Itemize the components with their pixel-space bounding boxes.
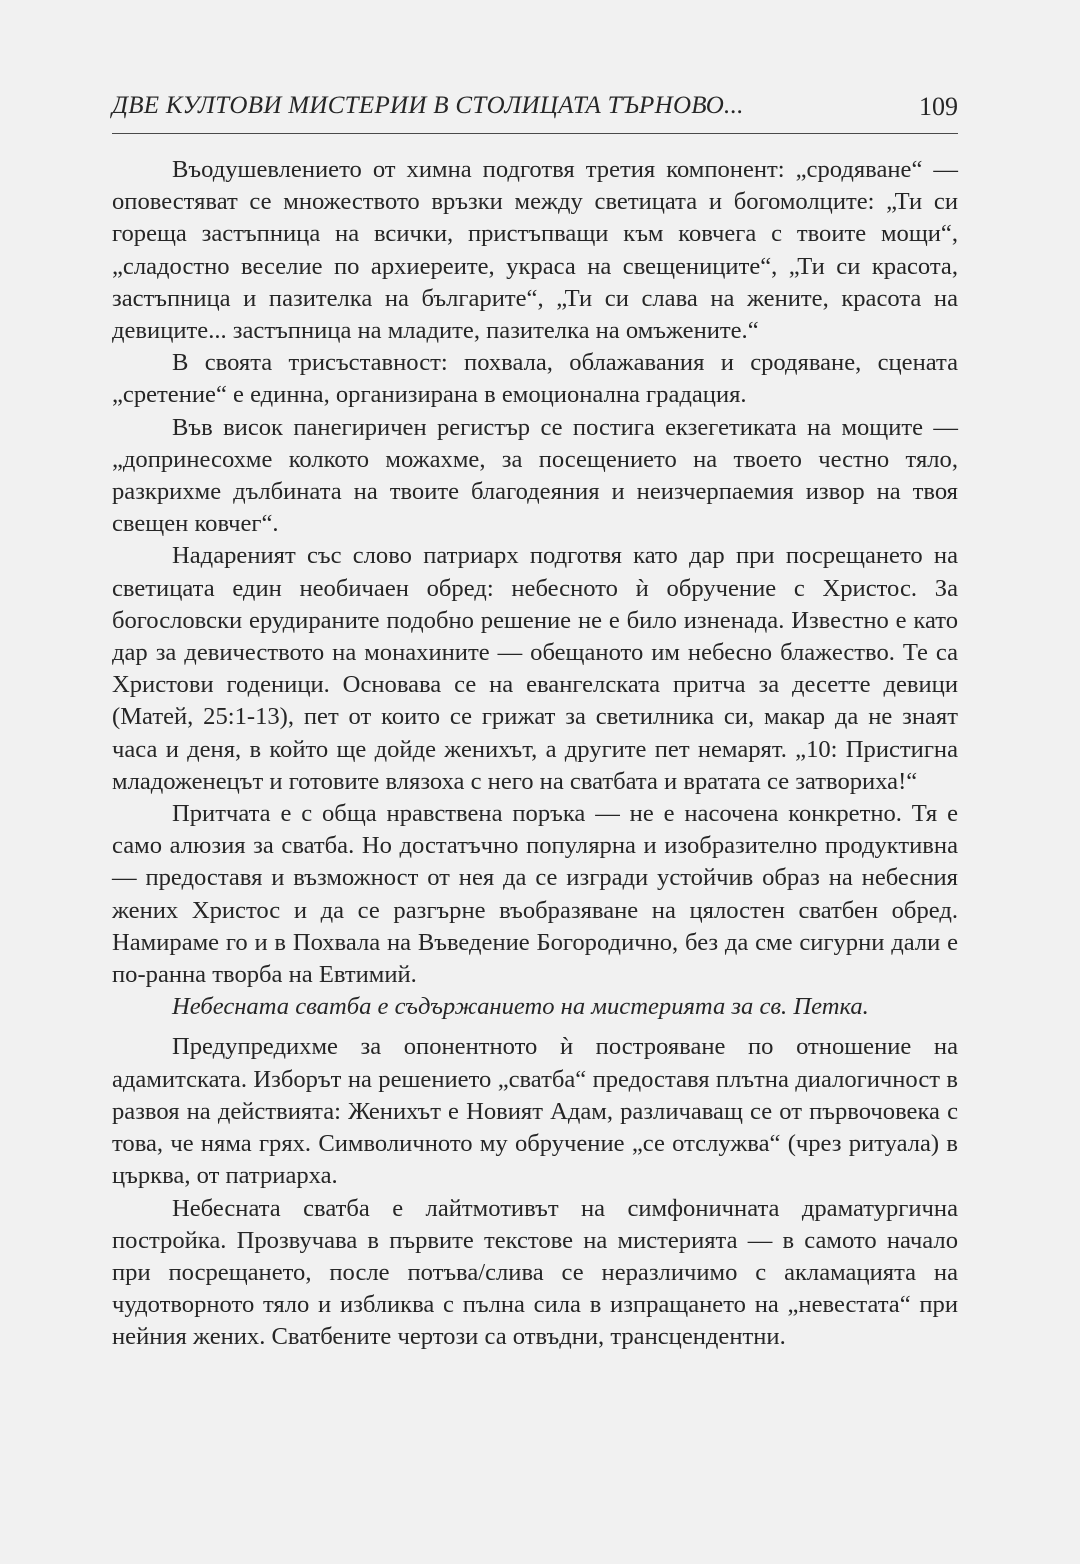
page-number: 109 [919,92,958,121]
italic-thesis: Небесната сватба е съдържанието на мистерията за св. Петка. [172,993,869,1021]
paragraph: Надареният със слово патриарх подготвя като дар при посрещането на светицата един необичаен обред: небесното ѝ обручение с Христос. За богословски ерудираните подобно решение не е било изненада. Известно е като дар за девичеството на монахините — обещаното им небесно блажество. Те са Христови годеници. Основава се на евангелската притча за десетте девици (Матей, 25:1-13), пет от които се грижат за светилника си, макар да не знаят часа и деня, в който ще дойде женихът, а другите пет немарят. „10: Пристигна младоженецът и готовите влязоха с него на сватбата и вратата се затвориха!“ [112,542,958,795]
body-text [112,154,958,1354]
paragraph: Предупредихме за опонентното ѝ построяване по отношение на адамитската. Изборът на решението „сватба“ предоставя плътна диалогичност в развоя на действията: Женихът е Новият Адам, различаващ се от първочовека с това, че няма грях. Символичното му обручение „се отслужва“ (чрез ритуала) в църква, от патриарха. [112,1033,958,1190]
paragraph: Във висок панегиричен регистър се постига екзегетиката на мощите — „допринесохме колкото можахме, за посещението на твоето честно тяло, разкрихме дълбината на твоите благодеяния и неизчерпаемия извор на твоя свещен ковчег“. [112,413,958,538]
running-head [112,92,958,132]
paragraph: В своята трисъставност: похвала, облажавания и сродяване, сцената „сретение“ е единна, организирана в емоционална градация. [112,349,958,409]
running-title: ДВЕ КУЛТОВИ МИСТЕРИИ В СТОЛИЦАТА ТЪРНОВО... [112,92,744,119]
paragraph: Небесната сватба е лайтмотивът на симфоничната драматургична постройка. Прозвучава в първите текстове на мистерията — в самото начало при посрещането, после потъва/слива се неразличимо с акламацията на чудотворното тяло и избликва с пълна сила в изпращането на „невестата“ при нейния жених. Сватбените чертози са отвъдни, трансцендентни. [112,1194,958,1351]
header-rule [112,133,958,134]
paragraph: Притчата е с обща нравствена поръка — не е насочена конкретно. Тя е само алюзия за сватба. Но достатъчно популярна и изобразително продуктивна — предоставя и възможност от нея да се изгради устойчив образ на небесния жених Христос и да се разгърне въобразяване на цялостен сватбен обред. Намираме го и в Похвала на Въведение Богородично, без да сме сигурни дали е по-ранна творба на Евтимий. [112,800,958,989]
paragraph: Въодушевлението от химна подготвя третия компонент: „сродяване“ — оповестяват се множеството връзки между светицата и богомолците: „Ти си гореща застъпница на всички, пристъпващи към ковчега с твоите мощи“, „сладостно веселие по архиереите, украса на свещениците“, „Ти си красота, застъпница и пазителка на българите“, „Ти си слава на жените, красота на девиците... застъпница на младите, пазителка на омъжените.“ [112,156,958,345]
